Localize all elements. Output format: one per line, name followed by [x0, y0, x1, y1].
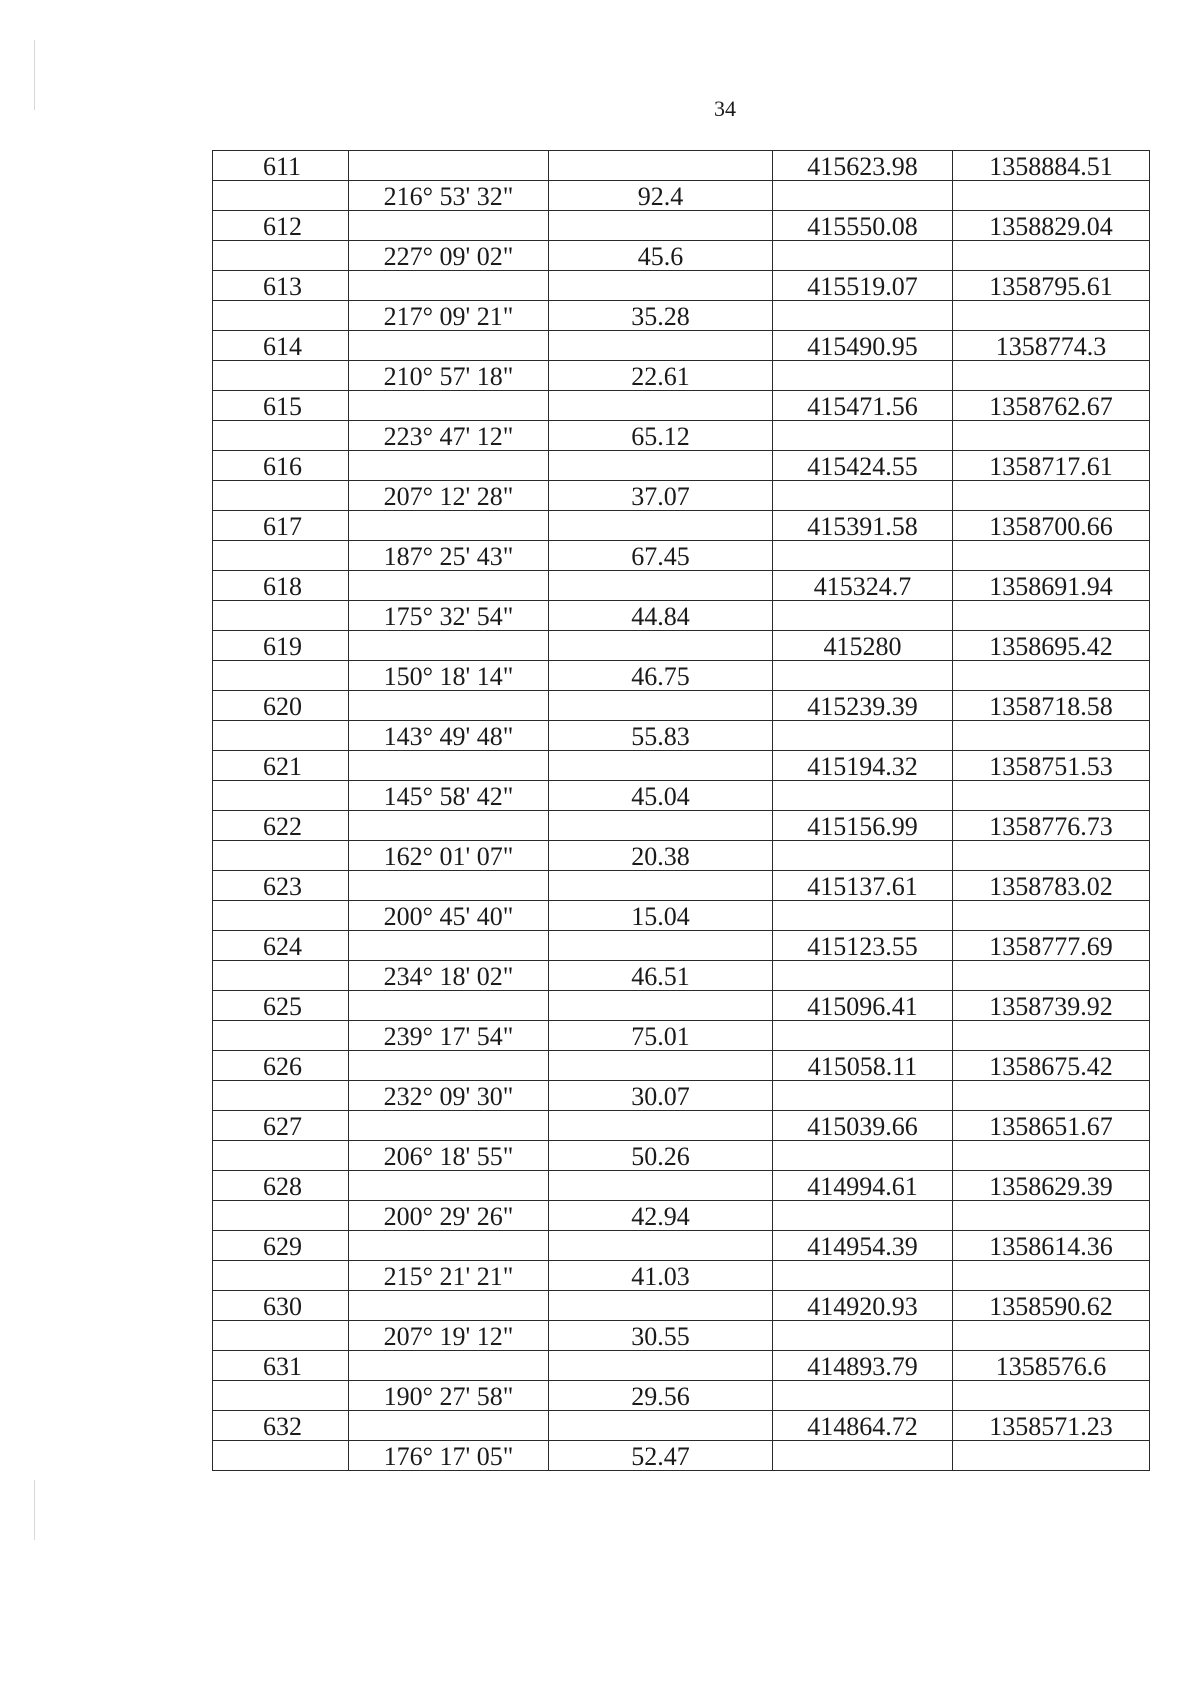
bearing-cell: 162° 01' 07": [349, 841, 549, 871]
station-cell: 617: [213, 511, 349, 541]
bearing-cell: 150° 18' 14": [349, 661, 549, 691]
station-cell-empty: [213, 241, 349, 271]
bearing-cell: 210° 57' 18": [349, 361, 549, 391]
table-row-point: [213, 991, 1150, 1021]
bearing-cell: 200° 45' 40": [349, 901, 549, 931]
distance-cell-empty: [549, 211, 773, 241]
distance-cell-empty: [549, 511, 773, 541]
distance-cell-empty: [549, 1351, 773, 1381]
distance-cell: 30.55: [549, 1321, 773, 1351]
bearing-cell-empty: [349, 1231, 549, 1261]
x-coordinate-cell-empty: [773, 661, 953, 691]
y-coordinate-cell-empty: [953, 361, 1150, 391]
y-coordinate-cell-empty: [953, 1441, 1150, 1471]
bearing-cell: 206° 18' 55": [349, 1141, 549, 1171]
station-cell-empty: [213, 1081, 349, 1111]
bearing-cell-empty: [349, 271, 549, 301]
station-cell: 623: [213, 871, 349, 901]
station-cell-empty: [213, 1141, 349, 1171]
x-coordinate-cell-empty: [773, 181, 953, 211]
distance-cell: 55.83: [549, 721, 773, 751]
distance-cell-empty: [549, 931, 773, 961]
table-row-leg: [213, 1201, 1150, 1231]
distance-cell-empty: [549, 1051, 773, 1081]
distance-cell-empty: [549, 391, 773, 421]
table-row-leg: [213, 541, 1150, 571]
table-row-leg: [213, 901, 1150, 931]
table-row-leg: [213, 1021, 1150, 1051]
x-coordinate-cell-empty: [773, 601, 953, 631]
bearing-cell: 223° 47' 12": [349, 421, 549, 451]
bearing-cell-empty: [349, 1171, 549, 1201]
y-coordinate-cell: 1358614.36: [953, 1231, 1150, 1261]
bearing-cell-empty: [349, 451, 549, 481]
x-coordinate-cell-empty: [773, 1381, 953, 1411]
bearing-cell-empty: [349, 991, 549, 1021]
station-cell-empty: [213, 1381, 349, 1411]
distance-cell: 45.04: [549, 781, 773, 811]
bearing-cell: 239° 17' 54": [349, 1021, 549, 1051]
y-coordinate-cell: 1358651.67: [953, 1111, 1150, 1141]
table-row-point: [213, 391, 1150, 421]
distance-cell-empty: [549, 1231, 773, 1261]
distance-cell: 29.56: [549, 1381, 773, 1411]
table-row-leg: [213, 181, 1150, 211]
x-coordinate-cell-empty: [773, 421, 953, 451]
y-coordinate-cell-empty: [953, 481, 1150, 511]
bearing-cell-empty: [349, 1051, 549, 1081]
distance-cell: 46.51: [549, 961, 773, 991]
y-coordinate-cell-empty: [953, 1321, 1150, 1351]
station-cell: 627: [213, 1111, 349, 1141]
bearing-cell: 200° 29' 26": [349, 1201, 549, 1231]
y-coordinate-cell-empty: [953, 901, 1150, 931]
station-cell-empty: [213, 721, 349, 751]
station-cell: 625: [213, 991, 349, 1021]
bearing-cell-empty: [349, 691, 549, 721]
station-cell: 628: [213, 1171, 349, 1201]
distance-cell-empty: [549, 691, 773, 721]
table-row-point: [213, 871, 1150, 901]
bearing-cell-empty: [349, 871, 549, 901]
table-row-leg: [213, 661, 1150, 691]
distance-cell-empty: [549, 751, 773, 781]
station-cell-empty: [213, 601, 349, 631]
table-row-point: [213, 1051, 1150, 1081]
table-row-point: [213, 1231, 1150, 1261]
table-row-point: [213, 751, 1150, 781]
station-cell: 616: [213, 451, 349, 481]
station-cell: 630: [213, 1291, 349, 1321]
y-coordinate-cell-empty: [953, 721, 1150, 751]
y-coordinate-cell-empty: [953, 1021, 1150, 1051]
table-row-leg: [213, 721, 1150, 751]
table-row-point: [213, 811, 1150, 841]
table-row-point: [213, 211, 1150, 241]
distance-cell: 67.45: [549, 541, 773, 571]
y-coordinate-cell: 1358629.39: [953, 1171, 1150, 1201]
distance-cell-empty: [549, 811, 773, 841]
x-coordinate-cell: 415471.56: [773, 391, 953, 421]
y-coordinate-cell-empty: [953, 841, 1150, 871]
station-cell: 621: [213, 751, 349, 781]
x-coordinate-cell-empty: [773, 241, 953, 271]
table-row-leg: [213, 421, 1150, 451]
x-coordinate-cell: 415096.41: [773, 991, 953, 1021]
table-row-point: [213, 151, 1150, 181]
station-cell: 618: [213, 571, 349, 601]
bearing-cell: 175° 32' 54": [349, 601, 549, 631]
x-coordinate-cell-empty: [773, 781, 953, 811]
x-coordinate-cell-empty: [773, 1081, 953, 1111]
bearing-cell-empty: [349, 211, 549, 241]
station-cell: 613: [213, 271, 349, 301]
distance-cell: 30.07: [549, 1081, 773, 1111]
x-coordinate-cell-empty: [773, 1141, 953, 1171]
x-coordinate-cell: 415156.99: [773, 811, 953, 841]
bearing-cell-empty: [349, 1411, 549, 1441]
distance-cell: 15.04: [549, 901, 773, 931]
table-row-point: [213, 331, 1150, 361]
table-row-leg: [213, 1441, 1150, 1471]
y-coordinate-cell: 1358590.62: [953, 1291, 1150, 1321]
station-cell-empty: [213, 361, 349, 391]
bearing-cell: 207° 19' 12": [349, 1321, 549, 1351]
distance-cell-empty: [549, 871, 773, 901]
x-coordinate-cell-empty: [773, 1441, 953, 1471]
y-coordinate-cell: 1358776.73: [953, 811, 1150, 841]
y-coordinate-cell-empty: [953, 1201, 1150, 1231]
coordinate-table: [212, 150, 1150, 1471]
y-coordinate-cell-empty: [953, 961, 1150, 991]
x-coordinate-cell: 415519.07: [773, 271, 953, 301]
station-cell-empty: [213, 1321, 349, 1351]
scan-edge-mark: [34, 40, 35, 110]
distance-cell-empty: [549, 1291, 773, 1321]
x-coordinate-cell-empty: [773, 901, 953, 931]
table-row-point: [213, 571, 1150, 601]
station-cell-empty: [213, 841, 349, 871]
table-row-point: [213, 1351, 1150, 1381]
table-row-point: [213, 1111, 1150, 1141]
y-coordinate-cell-empty: [953, 1261, 1150, 1291]
x-coordinate-cell: 415324.7: [773, 571, 953, 601]
bearing-cell-empty: [349, 391, 549, 421]
distance-cell-empty: [549, 991, 773, 1021]
x-coordinate-cell: 415490.95: [773, 331, 953, 361]
station-cell-empty: [213, 781, 349, 811]
x-coordinate-cell: 414920.93: [773, 1291, 953, 1321]
bearing-cell: 207° 12' 28": [349, 481, 549, 511]
distance-cell: 75.01: [549, 1021, 773, 1051]
y-coordinate-cell: 1358829.04: [953, 211, 1150, 241]
bearing-cell: 232° 09' 30": [349, 1081, 549, 1111]
table-row-point: [213, 931, 1150, 961]
table-row-point: [213, 1411, 1150, 1441]
x-coordinate-cell-empty: [773, 1321, 953, 1351]
y-coordinate-cell-empty: [953, 301, 1150, 331]
x-coordinate-cell: 414864.72: [773, 1411, 953, 1441]
x-coordinate-cell: 414893.79: [773, 1351, 953, 1381]
station-cell-empty: [213, 181, 349, 211]
station-cell: 629: [213, 1231, 349, 1261]
table-row-leg: [213, 361, 1150, 391]
bearing-cell: 216° 53' 32": [349, 181, 549, 211]
table-row-leg: [213, 601, 1150, 631]
bearing-cell: 234° 18' 02": [349, 961, 549, 991]
table-row-leg: [213, 1381, 1150, 1411]
bearing-cell-empty: [349, 571, 549, 601]
distance-cell: 22.61: [549, 361, 773, 391]
distance-cell: 52.47: [549, 1441, 773, 1471]
station-cell-empty: [213, 1201, 349, 1231]
station-cell: 622: [213, 811, 349, 841]
y-coordinate-cell-empty: [953, 1141, 1150, 1171]
bearing-cell: 187° 25' 43": [349, 541, 549, 571]
station-cell-empty: [213, 661, 349, 691]
scan-edge-mark: [34, 1480, 35, 1540]
table-row-leg: [213, 241, 1150, 271]
bearing-cell-empty: [349, 811, 549, 841]
bearing-cell-empty: [349, 931, 549, 961]
x-coordinate-cell-empty: [773, 721, 953, 751]
x-coordinate-cell: 415194.32: [773, 751, 953, 781]
distance-cell: 20.38: [549, 841, 773, 871]
x-coordinate-cell-empty: [773, 961, 953, 991]
table-row-point: [213, 691, 1150, 721]
y-coordinate-cell: 1358884.51: [953, 151, 1150, 181]
bearing-cell: 227° 09' 02": [349, 241, 549, 271]
station-cell-empty: [213, 1021, 349, 1051]
station-cell: 626: [213, 1051, 349, 1081]
page-number: 34: [714, 96, 736, 121]
bearing-cell: 145° 58' 42": [349, 781, 549, 811]
x-coordinate-cell: 415391.58: [773, 511, 953, 541]
distance-cell: 50.26: [549, 1141, 773, 1171]
distance-cell-empty: [549, 1411, 773, 1441]
x-coordinate-cell: 415058.11: [773, 1051, 953, 1081]
table-row-leg: [213, 301, 1150, 331]
y-coordinate-cell: 1358691.94: [953, 571, 1150, 601]
distance-cell-empty: [549, 1111, 773, 1141]
distance-cell-empty: [549, 151, 773, 181]
y-coordinate-cell-empty: [953, 181, 1150, 211]
table-row-leg: [213, 961, 1150, 991]
x-coordinate-cell: 414994.61: [773, 1171, 953, 1201]
station-cell: 624: [213, 931, 349, 961]
y-coordinate-cell-empty: [953, 781, 1150, 811]
station-cell: 612: [213, 211, 349, 241]
y-coordinate-cell-empty: [953, 661, 1150, 691]
x-coordinate-cell: 415137.61: [773, 871, 953, 901]
y-coordinate-cell: 1358695.42: [953, 631, 1150, 661]
distance-cell-empty: [549, 451, 773, 481]
station-cell-empty: [213, 901, 349, 931]
y-coordinate-cell: 1358700.66: [953, 511, 1150, 541]
y-coordinate-cell: 1358783.02: [953, 871, 1150, 901]
table-row-point: [213, 511, 1150, 541]
y-coordinate-cell: 1358751.53: [953, 751, 1150, 781]
y-coordinate-cell-empty: [953, 1381, 1150, 1411]
y-coordinate-cell-empty: [953, 601, 1150, 631]
bearing-cell-empty: [349, 631, 549, 661]
distance-cell: 44.84: [549, 601, 773, 631]
table-row-leg: [213, 1321, 1150, 1351]
x-coordinate-cell-empty: [773, 361, 953, 391]
y-coordinate-cell-empty: [953, 421, 1150, 451]
y-coordinate-cell: 1358718.58: [953, 691, 1150, 721]
x-coordinate-cell: 414954.39: [773, 1231, 953, 1261]
station-cell-empty: [213, 421, 349, 451]
station-cell-empty: [213, 541, 349, 571]
x-coordinate-cell-empty: [773, 541, 953, 571]
bearing-cell: 190° 27' 58": [349, 1381, 549, 1411]
station-cell: 632: [213, 1411, 349, 1441]
distance-cell: 45.6: [549, 241, 773, 271]
bearing-cell: 217° 09' 21": [349, 301, 549, 331]
distance-cell-empty: [549, 631, 773, 661]
x-coordinate-cell-empty: [773, 1201, 953, 1231]
distance-cell: 92.4: [549, 181, 773, 211]
x-coordinate-cell: 415280: [773, 631, 953, 661]
table-row-leg: [213, 1261, 1150, 1291]
distance-cell: 41.03: [549, 1261, 773, 1291]
x-coordinate-cell-empty: [773, 481, 953, 511]
bearing-cell-empty: [349, 751, 549, 781]
y-coordinate-cell: 1358571.23: [953, 1411, 1150, 1441]
x-coordinate-cell: 415239.39: [773, 691, 953, 721]
table-row-point: [213, 451, 1150, 481]
station-cell: 620: [213, 691, 349, 721]
y-coordinate-cell-empty: [953, 541, 1150, 571]
bearing-cell-empty: [349, 151, 549, 181]
station-cell-empty: [213, 301, 349, 331]
table-row-point: [213, 1291, 1150, 1321]
bearing-cell: 215° 21' 21": [349, 1261, 549, 1291]
station-cell: 611: [213, 151, 349, 181]
bearing-cell-empty: [349, 511, 549, 541]
x-coordinate-cell: 415550.08: [773, 211, 953, 241]
distance-cell-empty: [549, 1171, 773, 1201]
bearing-cell-empty: [349, 331, 549, 361]
table-row-leg: [213, 481, 1150, 511]
y-coordinate-cell-empty: [953, 1081, 1150, 1111]
station-cell: 619: [213, 631, 349, 661]
bearing-cell: 176° 17' 05": [349, 1441, 549, 1471]
station-cell-empty: [213, 1261, 349, 1291]
distance-cell: 35.28: [549, 301, 773, 331]
x-coordinate-cell: 415623.98: [773, 151, 953, 181]
y-coordinate-cell: 1358774.3: [953, 331, 1150, 361]
y-coordinate-cell: 1358576.6: [953, 1351, 1150, 1381]
y-coordinate-cell: 1358777.69: [953, 931, 1150, 961]
table-row-leg: [213, 1081, 1150, 1111]
station-cell: 614: [213, 331, 349, 361]
y-coordinate-cell: 1358762.67: [953, 391, 1150, 421]
station-cell: 631: [213, 1351, 349, 1381]
bearing-cell: 143° 49' 48": [349, 721, 549, 751]
table-row-point: [213, 1171, 1150, 1201]
y-coordinate-cell: 1358739.92: [953, 991, 1150, 1021]
bearing-cell-empty: [349, 1351, 549, 1381]
y-coordinate-cell: 1358717.61: [953, 451, 1150, 481]
distance-cell: 65.12: [549, 421, 773, 451]
x-coordinate-cell: 415039.66: [773, 1111, 953, 1141]
distance-cell: 46.75: [549, 661, 773, 691]
station-cell: 615: [213, 391, 349, 421]
station-cell-empty: [213, 481, 349, 511]
station-cell-empty: [213, 961, 349, 991]
distance-cell-empty: [549, 571, 773, 601]
table-row-point: [213, 631, 1150, 661]
bearing-cell-empty: [349, 1291, 549, 1321]
distance-cell: 37.07: [549, 481, 773, 511]
table-row-point: [213, 271, 1150, 301]
distance-cell-empty: [549, 271, 773, 301]
x-coordinate-cell-empty: [773, 841, 953, 871]
x-coordinate-cell-empty: [773, 1261, 953, 1291]
distance-cell: 42.94: [549, 1201, 773, 1231]
y-coordinate-cell: 1358675.42: [953, 1051, 1150, 1081]
x-coordinate-cell-empty: [773, 1021, 953, 1051]
x-coordinate-cell: 415123.55: [773, 931, 953, 961]
table-row-leg: [213, 841, 1150, 871]
table-row-leg: [213, 1141, 1150, 1171]
y-coordinate-cell-empty: [953, 241, 1150, 271]
y-coordinate-cell: 1358795.61: [953, 271, 1150, 301]
x-coordinate-cell: 415424.55: [773, 451, 953, 481]
table-row-leg: [213, 781, 1150, 811]
distance-cell-empty: [549, 331, 773, 361]
table-body: [213, 151, 1150, 1471]
bearing-cell-empty: [349, 1111, 549, 1141]
station-cell-empty: [213, 1441, 349, 1471]
x-coordinate-cell-empty: [773, 301, 953, 331]
